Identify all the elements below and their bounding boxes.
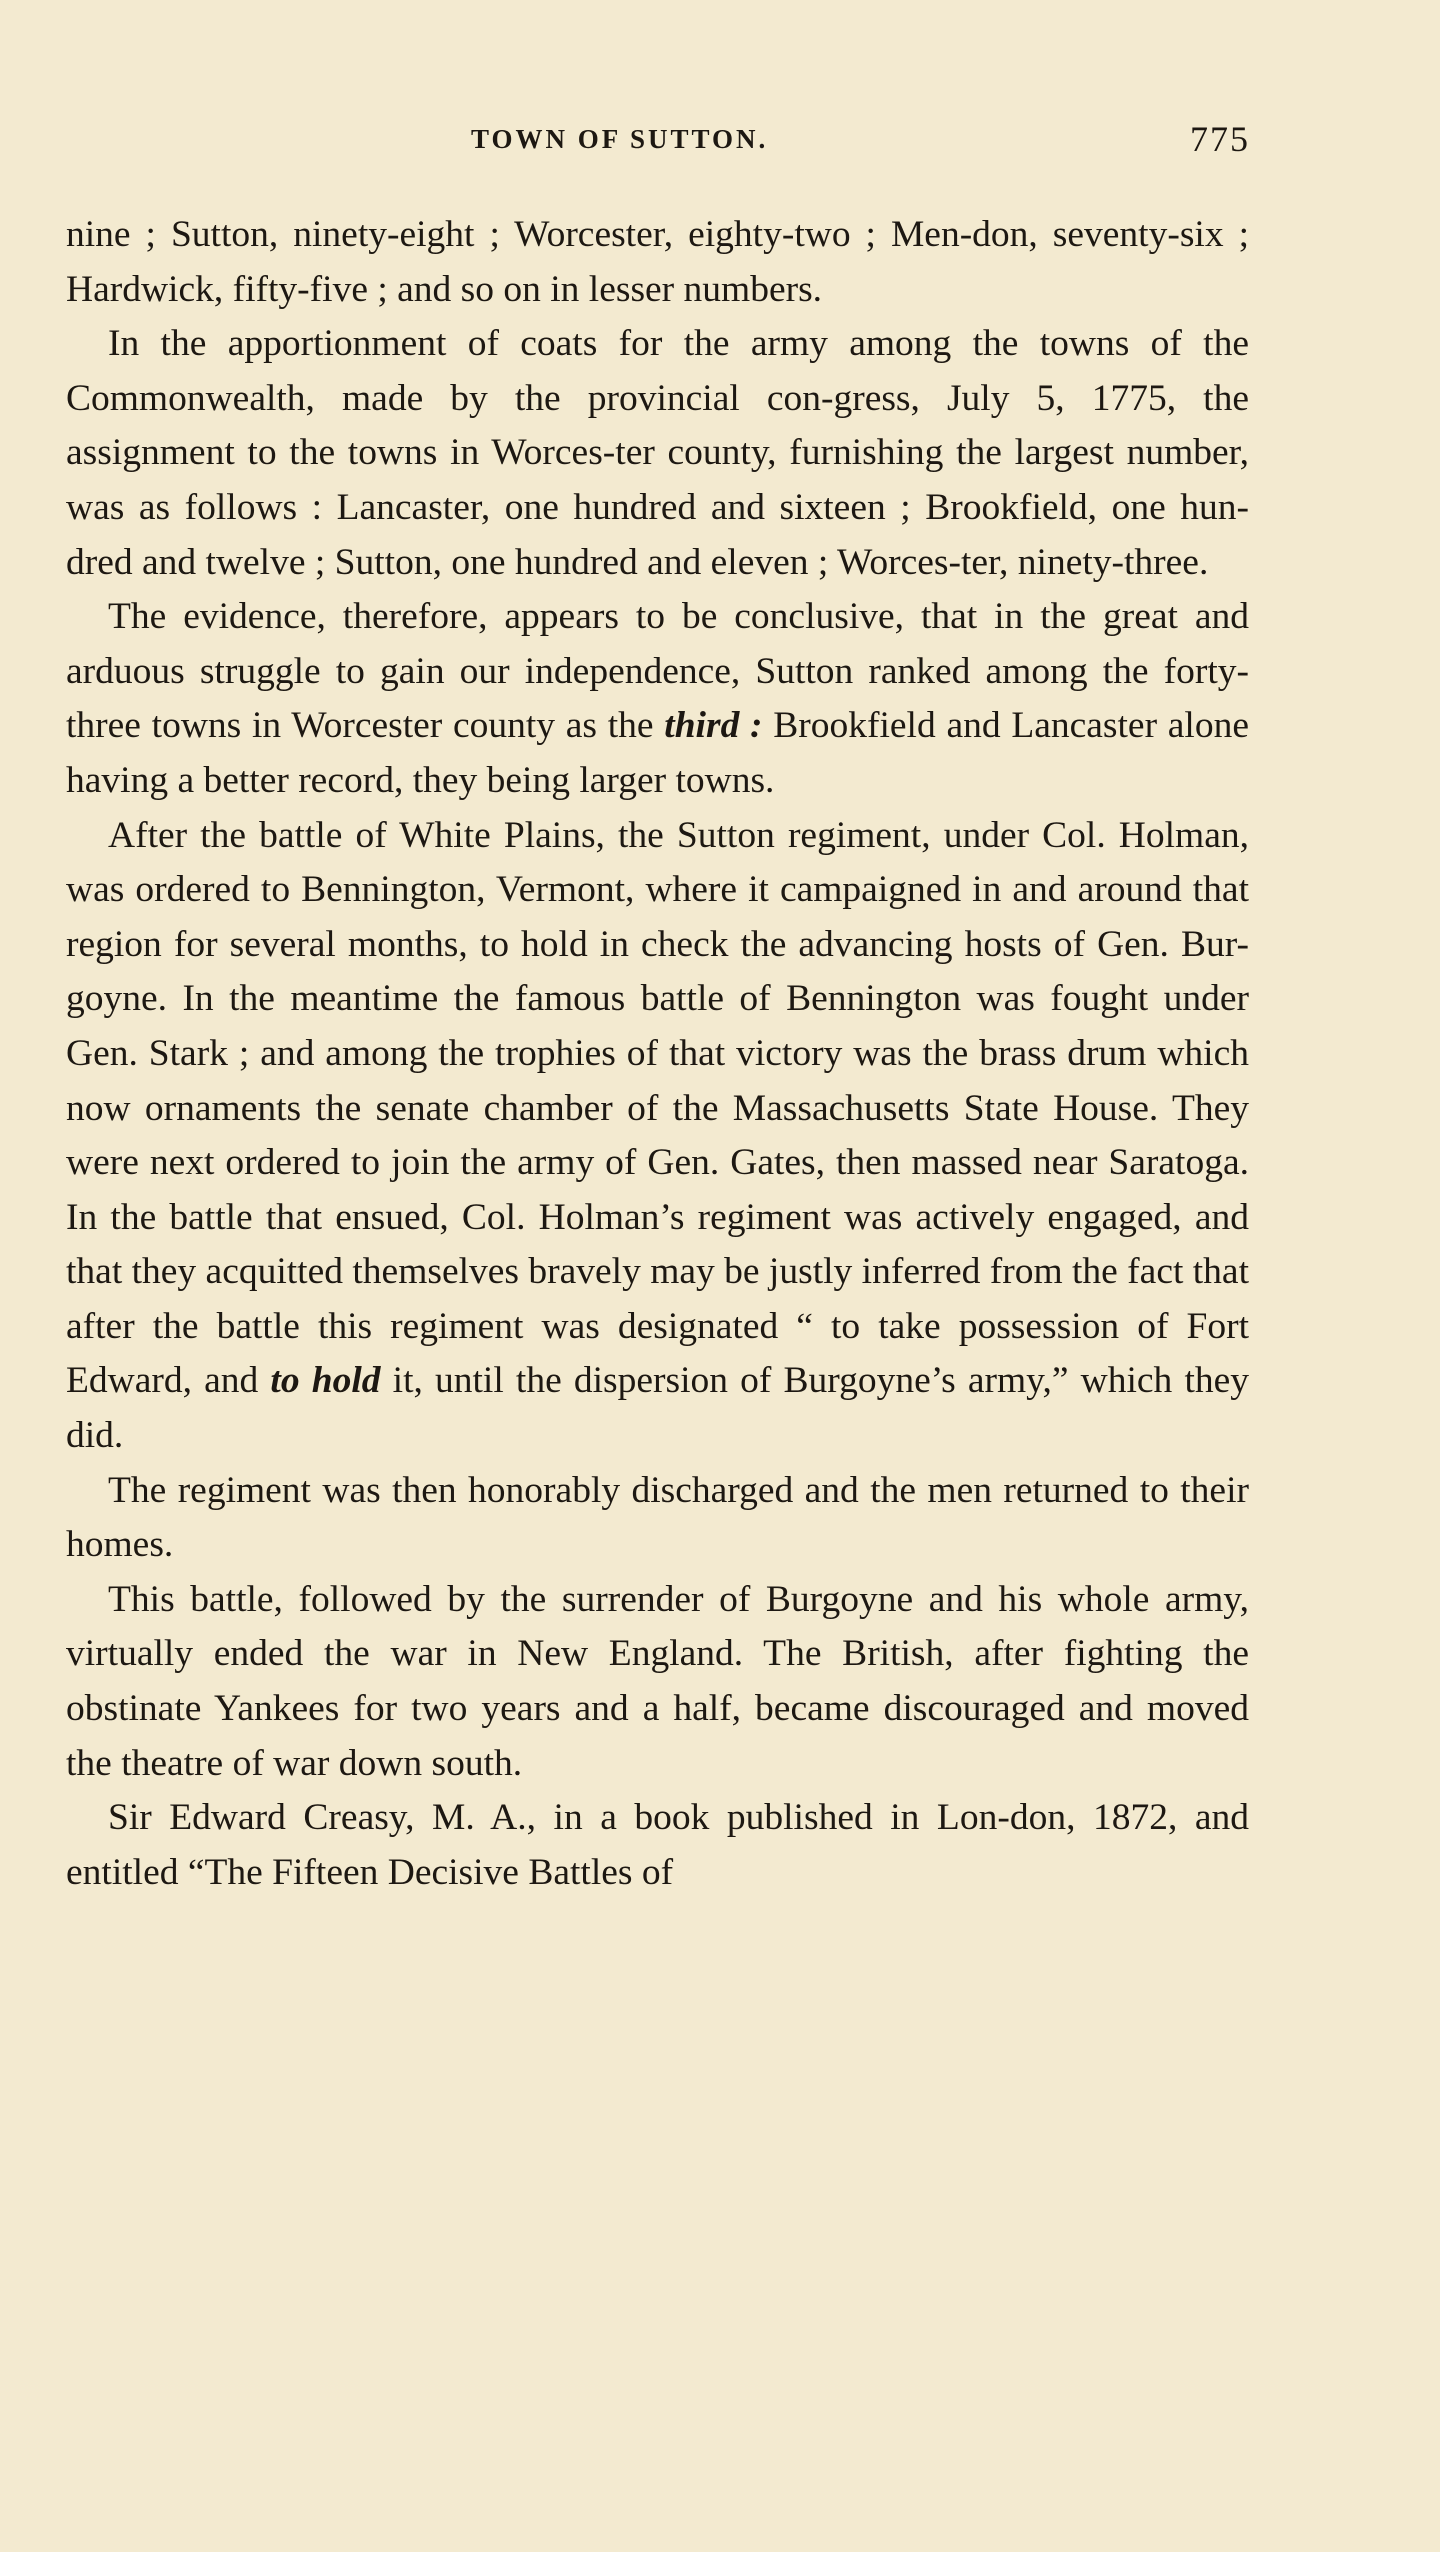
page-header	[66, 118, 1250, 168]
paragraph-5: The regiment was then honorably discharged and the men returned to their homes.	[66, 1469, 1249, 1566]
paragraph-3-emphasis: third :	[664, 705, 763, 747]
paragraph-3-text-b: Brookfield and Lancaster alone having a better record, they being larger towns.	[66, 705, 1249, 801]
body-text	[66, 208, 1249, 1900]
paragraph-6: This battle, followed by the surrender of Burgoyne and his whole army, virtually ended the war in New England. The British, after fighting the obstinate Yankees for two years and a half, became discouraged and moved the theatre of war down south.	[66, 1578, 1249, 1784]
paragraph-4-text-b: it, until the dispersion of Burgoyne’s army,” which they did.	[66, 1360, 1250, 1457]
paragraph-2: In the apportionment of coats for the army among the towns of the Commonwealth, made by the provincial con-gress, July 5, 1775, the assignment to the towns in Worces-ter county, furnishing the largest number, was as follows : Lancaster, one hundred and sixteen ; Brookfield, one hun-dred and twelve ; Sutton, one hundred and eleven ; Worces-ter, ninety-three.	[66, 323, 1249, 583]
paragraph-7: Sir Edward Creasy, M. A., in a book published in Lon-don, 1872, and entitled “The Fifteen Decisive Battles of	[66, 1797, 1249, 1893]
paragraph-3-text-a: The evidence, therefore, appears to be conclusive, that in the great and arduous struggle to gain our independence, Sutton ranked among the forty-three towns in Worcester county as the	[66, 596, 1249, 747]
paragraph-4-text-a: After the battle of White Plains, the Sutton regiment, under Col. Holman, was ordered to Bennington, Vermont, where it campaigned in and around that region for several months, to hold in check the advancing hosts of Gen. Bur-goyne. In the meantime the famous battle of Bennington was fought under Gen. Stark ; and among the trophies of that victory was the brass drum which now ornaments the senate chamber of the Massachusetts State House. They were next ordered to join the army of Gen. Gates, then massed near Saratoga. In the battle that ensued, Col. Holman’s regiment was actively engaged, and that they acquitted themselves bravely may be justly inferred from the fact that after the battle this regiment was designated “ to take possession of Fort Edward, and	[66, 814, 1249, 1402]
paragraph-1: nine ; Sutton, ninety-eight ; Worcester, eighty-two ; Men-don, seventy-six ; Hardwick, fifty-five ; and so on in lesser numbers.	[66, 214, 1249, 310]
paragraph-4	[66, 809, 1249, 1464]
paragraph-3	[66, 590, 1249, 808]
paragraph-4-emphasis: to hold	[270, 1360, 381, 1402]
page-number: 775	[1190, 119, 1250, 159]
running-head: TOWN OF SUTTON.	[471, 124, 769, 154]
